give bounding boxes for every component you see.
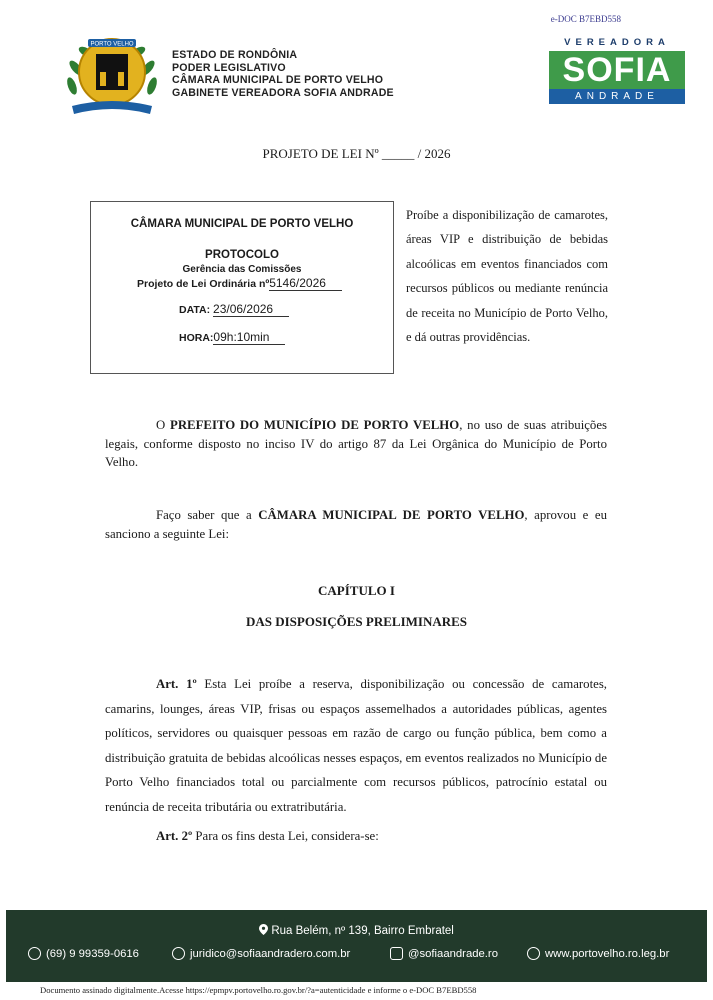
contact-footer [6,910,707,982]
protocol-time-row [179,330,285,345]
header-power: PODER LEGISLATIVO [172,61,286,74]
digital-signature-note: Documento assinado digitalmente.Acesse https://epmpv.portovelho.ro.gov.br/?a=autenticidade e informe o e-DOC B7EBD558 [40,985,477,995]
protocol-heading: PROTOCOLO [205,249,279,261]
header-chamber: CÂMARA MUNICIPAL DE PORTO VELHO [172,74,384,86]
protocol-projeto-row [137,276,342,291]
protocol-time-label: HORA: [179,332,214,344]
protocol-org: CÂMARA MUNICIPAL DE PORTO VELHO [130,218,354,230]
header-office: GABINETE VEREADORA SOFIA ANDRADE [172,86,394,99]
edoc-code: e-DOC B7EBD558 [550,14,621,24]
brand-bottom-text: ANDRADE [549,89,685,104]
footer-instagram[interactable]: @sofiaandrade.ro [408,947,498,960]
bill-summary: Proíbe a disponibilização de camarotes, áreas VIP e distribuição de bebidas alcoólicas em eventos financiados com recursos públicos ou mediante renúncia de receita no Município de Porto Velho, e dá outras providências. [406,208,608,345]
email-icon [172,947,185,960]
preamble-prefix: O [156,418,170,432]
article-1 [105,672,607,820]
chapter-title: CAPÍTULO I [318,583,395,598]
porto-velho-seal-logo [62,28,162,120]
preamble-authority: PREFEITO DO MUNICÍPIO DE PORTO VELHO [170,418,460,432]
footer-phone-item [28,947,139,960]
footer-instagram-item [390,947,498,960]
protocol-date-row [179,302,289,317]
footer-website[interactable]: www.portovelho.ro.leg.br [545,947,670,960]
protocol-projeto-value: 5146/2026 [269,276,342,291]
sofia-andrade-brand-logo [549,37,685,119]
article-1-text: Esta Lei proíbe a reserva, disponibilização ou concessão de camarotes, camarins, lounges, áreas VIP, frisas ou espaços assemelhados a autoridades públicas, agentes políticos, servidores ou quaisquer pessoas em razão de cargo ou função pública, bem como a distribuição gratuita de bebidas alcoólicas nesses espaços, em eventos realizados no Município de Porto Velho financiados total ou parcialmente com recursos públicos, patrocínio estatal ou renúncia de receita tributária ou extratributária. [105,677,607,814]
sanction-chamber: CÂMARA MUNICIPAL DE PORTO VELHO [258,508,525,522]
protocol-time-value: 09h:10min [213,330,285,345]
protocol-date-value: 23/06/2026 [213,302,289,317]
bill-title: PROJETO DE LEI Nº _____ / 2026 [262,146,451,161]
instagram-icon [390,947,403,960]
protocol-gerencia: Gerência das Comissões [182,264,302,275]
footer-address: Rua Belém, nº 139, Bairro Embratel [271,925,454,937]
footer-email[interactable]: juridico@sofiaandradero.com.br [190,947,351,960]
globe-icon [527,947,540,960]
footer-address-row [6,924,707,937]
footer-phone: (69) 9 99359-0616 [46,947,139,960]
protocol-projeto-label: Projeto de Lei Ordinária nº [137,278,270,290]
sanction-prefix: Faço saber que a [156,508,259,522]
article-2-label: Art. 2º [156,829,193,843]
header-state: ESTADO DE RONDÔNIA [172,49,298,61]
seal-ribbon-text: PORTO VELHO [90,41,134,48]
seal-ribbon [72,101,152,114]
brand-name-text: SOFIA [549,51,685,89]
institution-header [172,49,394,99]
location-pin-icon [259,924,268,935]
footer-email-item [172,947,350,960]
protocol-date-label: DATA: [179,304,211,316]
footer-website-item [527,947,669,960]
chapter-subtitle: DAS DISPOSIÇÕES PRELIMINARES [245,614,468,629]
article-2-text: Para os fins desta Lei, considera-se: [192,829,379,843]
protocol-stamp-box [90,201,394,374]
article-2 [105,827,607,845]
brand-top-text: VEREADORA [564,37,670,48]
whatsapp-icon [28,947,41,960]
preamble-text: , no uso de suas atribuições legais, conforme disposto no inciso IV do artigo 87 da Lei Orgânica do Município de Porto Velho. [105,418,607,469]
sanction-paragraph [105,506,607,544]
sanction-text: , aprovou e eu sanciono a seguinte Lei: [105,508,607,541]
article-1-label: Art. 1º [156,677,197,691]
preamble-paragraph [105,416,607,472]
